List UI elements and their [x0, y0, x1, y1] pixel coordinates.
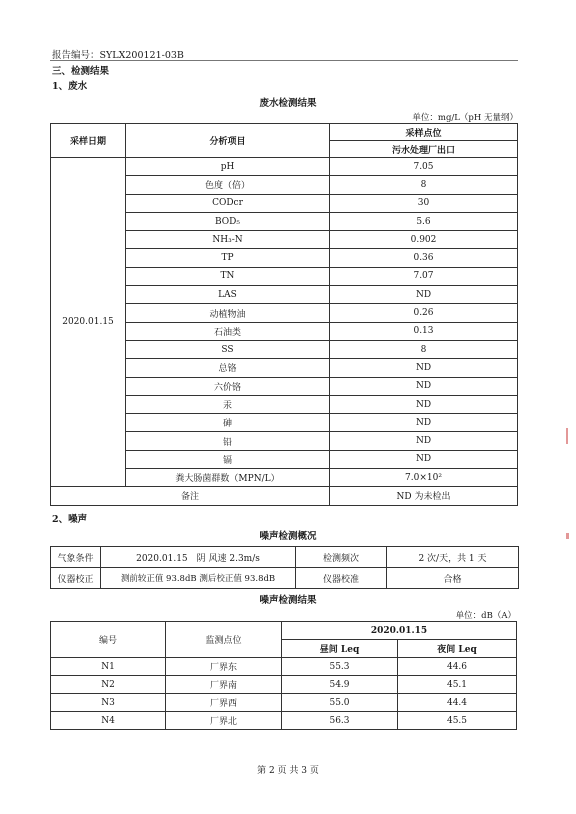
col-header-noise-date: 2020.01.15: [282, 622, 517, 640]
overview-value: 2 次/天，共 1 天: [387, 547, 519, 568]
overview-value: 测前较正值 93.8dB 测后校正值 93.8dB: [101, 568, 296, 589]
note-row: [51, 487, 518, 505]
overview-key: 检测频次: [296, 547, 387, 568]
scan-mark: [566, 533, 569, 539]
value-cell: 7.0×10²: [330, 469, 518, 487]
value-cell: 8: [330, 176, 518, 194]
item-cell: 镉: [126, 450, 330, 468]
item-cell: NH₃-N: [126, 231, 330, 249]
value-cell: 7.05: [330, 158, 518, 176]
value-cell: 5.6: [330, 212, 518, 230]
overview-key: 气象条件: [51, 547, 101, 568]
value-cell: ND: [330, 414, 518, 432]
section-title: 三、检测结果: [52, 66, 110, 77]
noise-overview-table: [50, 546, 519, 589]
item-cell: pH: [126, 158, 330, 176]
value-cell: 8: [330, 340, 518, 358]
noise-no-cell: N4: [51, 712, 166, 730]
overview-key: 仪器校准: [296, 568, 387, 589]
value-cell: ND: [330, 377, 518, 395]
col-header-no: 编号: [51, 622, 166, 658]
table-row: [51, 676, 517, 694]
noise-results-table: [50, 621, 517, 730]
noise-day-cell: 56.3: [282, 712, 398, 730]
noise-day-cell: 55.0: [282, 694, 398, 712]
item-cell: TN: [126, 267, 330, 285]
item-cell: BOD₅: [126, 212, 330, 230]
col-header-night: 夜间 Leq: [398, 640, 517, 658]
value-cell: 0.26: [330, 304, 518, 322]
page-number: 第 2 页 共 3 页: [257, 766, 319, 776]
overview-value: 2020.01.15 阴 风速 2.3m/s: [101, 547, 296, 568]
table-row: [51, 658, 517, 676]
wastewater-unit: 单位：mg/L（pH 无量纲）: [412, 113, 518, 123]
noise-night-cell: 45.1: [398, 676, 517, 694]
value-cell: 0.902: [330, 231, 518, 249]
value-cell: ND: [330, 432, 518, 450]
item-cell: 石油类: [126, 322, 330, 340]
subsection-wastewater: 1、废水: [52, 81, 88, 92]
noise-point-cell: 厂界南: [166, 676, 282, 694]
table-row: [51, 712, 517, 730]
value-cell: 30: [330, 194, 518, 212]
col-header-day: 昼间 Leq: [282, 640, 398, 658]
noise-unit: 单位：dB（A）: [455, 611, 516, 621]
item-cell: 总铬: [126, 359, 330, 377]
noise-night-cell: 44.6: [398, 658, 517, 676]
item-cell: 汞: [126, 395, 330, 413]
value-cell: 7.07: [330, 267, 518, 285]
wastewater-table-title: 废水检测结果: [259, 98, 317, 109]
overview-value: 合格: [387, 568, 519, 589]
value-cell: ND: [330, 450, 518, 468]
noise-no-cell: N1: [51, 658, 166, 676]
item-cell: TP: [126, 249, 330, 267]
value-cell: ND: [330, 395, 518, 413]
item-cell: 砷: [126, 414, 330, 432]
noise-point-cell: 厂界西: [166, 694, 282, 712]
value-cell: ND: [330, 286, 518, 304]
wastewater-results-table: [50, 123, 518, 506]
table-row: [51, 158, 518, 176]
item-cell: 动植物油: [126, 304, 330, 322]
item-cell: CODcr: [126, 194, 330, 212]
noise-no-cell: N3: [51, 694, 166, 712]
noise-overview-title: 噪声检测概况: [259, 531, 317, 542]
noise-point-cell: 厂界北: [166, 712, 282, 730]
noise-point-cell: 厂界东: [166, 658, 282, 676]
noise-no-cell: N2: [51, 676, 166, 694]
col-header-item: 分析项目: [126, 124, 330, 158]
note-label: 备注: [51, 487, 330, 505]
item-cell: LAS: [126, 286, 330, 304]
item-cell: 粪大肠菌群数（MPN/L）: [126, 469, 330, 487]
item-cell: 色度（倍）: [126, 176, 330, 194]
sample-date-cell: 2020.01.15: [51, 158, 126, 487]
table-row: [51, 694, 517, 712]
item-cell: 铅: [126, 432, 330, 450]
subsection-noise: 2、噪声: [52, 514, 88, 525]
value-cell: 0.13: [330, 322, 518, 340]
noise-night-cell: 44.4: [398, 694, 517, 712]
header-rule: [50, 60, 518, 61]
scan-mark: [566, 428, 568, 444]
value-cell: 0.36: [330, 249, 518, 267]
report-number: 报告编号：SYLX200121-03B: [52, 50, 184, 61]
col-header-monitor-point: 监测点位: [166, 622, 282, 658]
col-header-point-group: 采样点位: [330, 124, 518, 141]
overview-key: 仪器校正: [51, 568, 101, 589]
noise-night-cell: 45.5: [398, 712, 517, 730]
value-cell: ND: [330, 359, 518, 377]
col-header-date: 采样日期: [51, 124, 126, 158]
item-cell: SS: [126, 340, 330, 358]
noise-results-title: 噪声检测结果: [259, 595, 317, 606]
noise-day-cell: 54.9: [282, 676, 398, 694]
item-cell: 六价铬: [126, 377, 330, 395]
note-value: ND 为未检出: [330, 487, 518, 505]
col-header-point: 污水处理厂出口: [330, 141, 518, 158]
noise-day-cell: 55.3: [282, 658, 398, 676]
